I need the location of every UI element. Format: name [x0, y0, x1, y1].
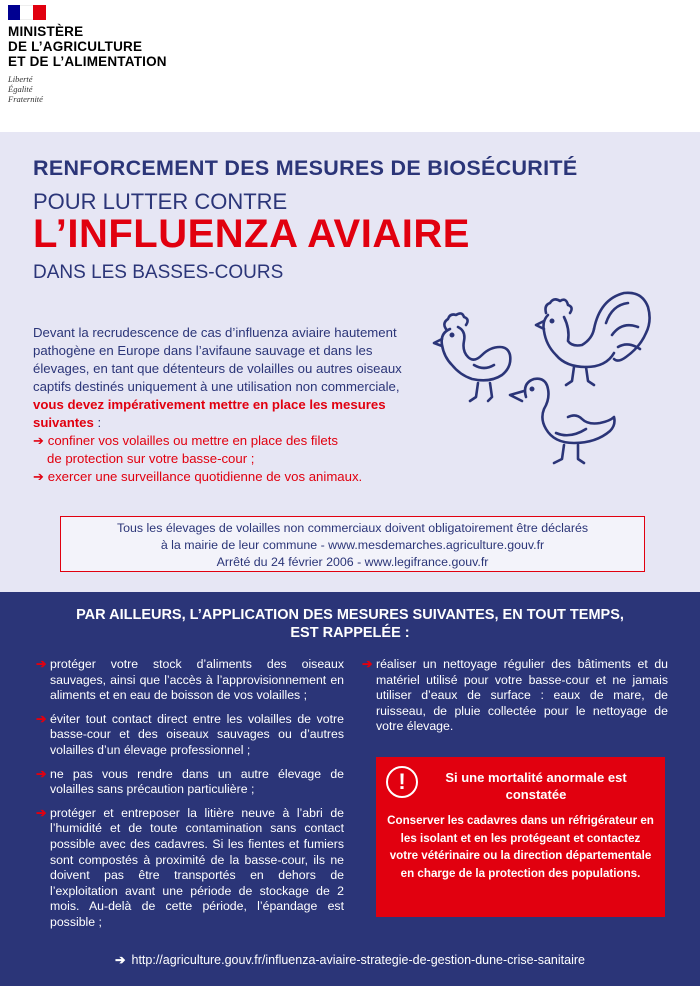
ministry-header	[0, 0, 700, 130]
alert-heading: Si une mortalité anormale est constatée	[445, 770, 627, 802]
declaration-notice: Tous les élevages de volailles non commerciaux doivent obligatoirement être déclarés à la mairie de leur commune - www.mesdemarches.agriculture.gouv.fr Arrêté du 24 février 2006 - www.legifrance.gouv.fr	[60, 516, 645, 572]
republic-motto: Liberté Égalité Fraternité	[8, 74, 43, 104]
measures-left-column	[36, 657, 344, 939]
arrow-icon: ➔	[362, 657, 373, 671]
rooster-icon	[536, 293, 650, 385]
poultry-illustration	[428, 285, 668, 465]
ministry-name: MINISTÈRE DE L’AGRICULTURE ET DE L’ALIMENTATION	[8, 24, 167, 69]
exclamation-icon: !	[386, 766, 418, 798]
poster-title-line-1: RENFORCEMENT DES MESURES DE BIOSÉCURITÉ	[33, 156, 578, 180]
poster-title-line-2: POUR LUTTER CONTRE	[33, 189, 288, 214]
measures-right-column	[362, 657, 668, 743]
footer-url[interactable]: http://agriculture.gouv.fr/influenza-aviaire-strategie-de-gestion-dune-crise-sanitaire	[131, 953, 585, 967]
mortality-alert-box	[376, 757, 665, 917]
list-item: ➔ réaliser un nettoyage régulier des bâtiments et du matériel utilisé pour votre basse-cour et ne jamais utiliser d’eaux de surface : eaux de mare, de ruisseau, de pluie collectée pour le nettoyage de votre élevage.	[362, 657, 668, 734]
arrow-icon: ➔	[36, 805, 47, 820]
duck-icon	[510, 379, 615, 463]
intro-paragraph: Devant la recrudescence de cas d’influenza aviaire hautement pathogène en Europe dans l’avifaune sauvage et dans les élevages, en tant que détenteurs de volailles ou autres oiseaux captifs destinés uniquement à une utilisation non commerciale, vous devez impérativement mettre en place les mesures suivantes : ➔ confiner vos volailles ou mettre en place des filets de protection sur votre basse-cour ; ➔ exercer une surveillance quotidienne de vos animaux.	[33, 324, 413, 486]
list-item: ➔ protéger et entreposer la litière neuve à l’abri de l’humidité et de toute contamination sans contact possible avec des cadavres. Si les fientes et fumiers sont compostés à proximité de la basse-cour, ils ne doivent pas être transportés en dehors de l’exploitation avant une période de stockage de 2 mois. Au-delà de cette période, l’épandage est possible ;	[36, 805, 344, 929]
lower-heading: PAR AILLEURS, L’APPLICATION DES MESURES SUIVANTES, EN TOUT TEMPS, EST RAPPELÉE :	[76, 607, 624, 641]
intro-emphasis: vous devez impérativement mettre en place les mesures suivantes	[33, 397, 386, 430]
measure-item: ➔ exercer une surveillance quotidienne de vos animaux.	[33, 469, 363, 484]
list-item: ➔ éviter tout contact direct entre les volailles de votre basse-cour et des oiseaux sauvages ou d’autres volailles d’un élevage professionnel ;	[36, 711, 344, 757]
arrow-icon: ➔	[36, 657, 47, 671]
marianne-flag-logo	[8, 5, 46, 20]
measure-item: ➔ confiner vos volailles ou mettre en place des filets de protection sur votre basse-cour ;	[33, 433, 339, 466]
alert-body: Conserver les cadavres dans un réfrigérateur en les isolant et en les protégeant et contactez votre vétérinaire ou la direction départementale en charge de la protection des populations.	[387, 814, 654, 880]
list-item: ➔ protéger votre stock d’aliments des oiseaux sauvages, ainsi que l’accès à l’approvisionnement en aliments et en eau de boisson de vos volailles ;	[36, 657, 344, 703]
hen-icon	[434, 313, 510, 401]
arrow-icon: ➔	[36, 766, 47, 781]
poster-title-main: L’INFLUENZA AVIAIRE	[33, 212, 470, 256]
arrow-icon: ➔	[33, 469, 45, 484]
arrow-icon: ➔	[36, 711, 47, 726]
footer-link[interactable]	[0, 952, 700, 967]
poster-title-line-4: DANS LES BASSES-COURS	[33, 262, 284, 283]
arrow-icon: ➔	[33, 433, 45, 448]
list-item: ➔ ne pas vous rendre dans un autre élevage de volailles sans précaution particulière ;	[36, 766, 344, 797]
arrow-icon: ➔	[115, 953, 126, 967]
